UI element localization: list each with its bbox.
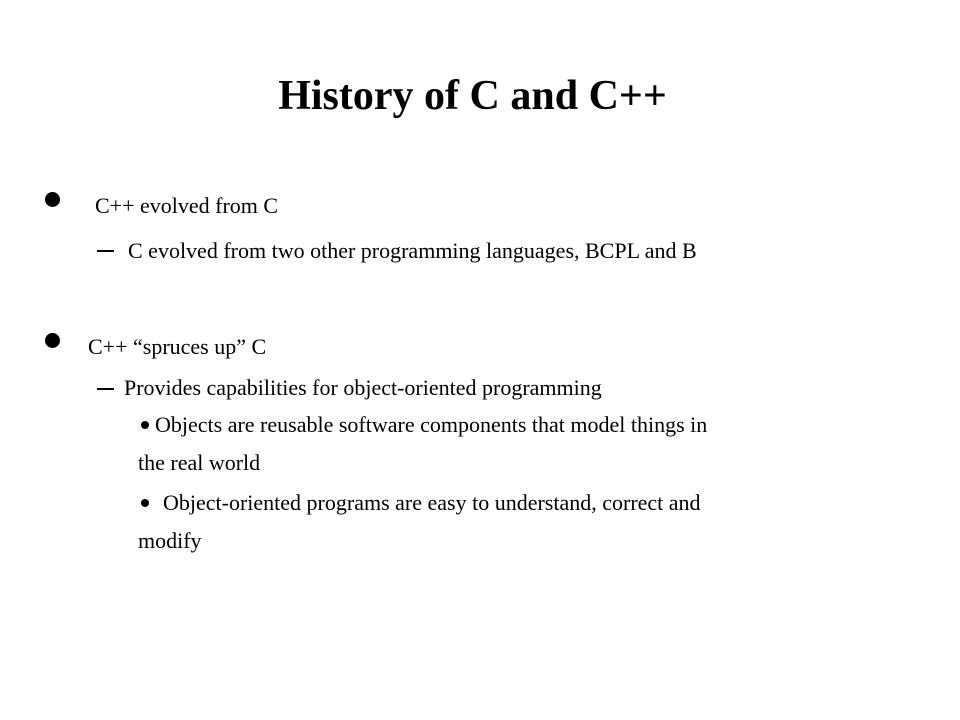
sub-bullet-text: C evolved from two other programming languages, BCPL and B xyxy=(128,238,697,263)
sub-sub-bullet-line: Object-oriented programs are easy to understand, correct and xyxy=(163,490,701,515)
slide-title: History of C and C++ xyxy=(278,73,667,119)
bullet-text: C++ evolved from C xyxy=(95,193,279,218)
dash-icon xyxy=(97,388,114,390)
bullet-icon xyxy=(45,333,60,348)
sub-bullet-text: Provides capabilities for object-oriented programming xyxy=(124,375,602,400)
small-bullet-icon xyxy=(141,499,149,507)
sub-sub-bullet-line: Objects are reusable software components that model things in xyxy=(155,412,708,437)
sub-sub-bullet-line: modify xyxy=(138,528,202,553)
sub-sub-bullet-line: the real world xyxy=(138,450,261,475)
bullet-icon xyxy=(45,192,60,207)
dash-icon xyxy=(97,250,114,252)
small-bullet-icon xyxy=(141,421,149,429)
bullet-text: C++ “spruces up” C xyxy=(88,334,267,359)
